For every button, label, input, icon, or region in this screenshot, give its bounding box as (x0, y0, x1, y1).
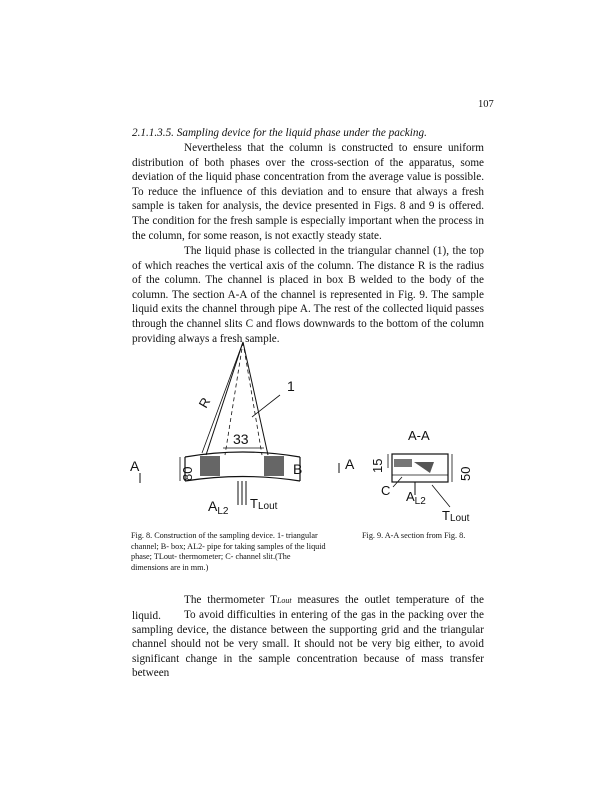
fig8-label-TLout: TLout (250, 496, 278, 512)
caption-fig-9: Fig. 9. A-A section from Fig. 8. (362, 531, 466, 540)
fig9-label-C: C (381, 483, 391, 498)
fig8-label-33: 33 (233, 431, 249, 447)
fig9-leader-TLout (432, 485, 450, 507)
fig8-box-arc-bottom (185, 477, 300, 482)
paragraph-3: The thermometer TLout measures the outlet temperature of the liquid. (132, 594, 484, 622)
fig9-label-50: 50 (458, 466, 473, 481)
section-heading: 2.1.1.3.5. Sampling device for the liquid phase under the packing. (132, 127, 427, 139)
fig9-label-TLout: TLout (442, 508, 470, 524)
fig8-label-A-right: A (345, 456, 355, 472)
paragraph-2: The liquid phase is collected in the triangular channel (1), the top of which reaches the vertical axis of the column. The distance R is the radius of the column. The channel is placed in box B welded to the body of the column. The section A-A of the channel is represented in Fig. 9. The sample liquid exits the channel through pipe A. The rest of the collected liquid passes through the channel slits C and flows downwards to the bottom of the column providing always a fresh sample. (132, 245, 484, 345)
fig8-label-AL2: $A_{L2}$ (208, 498, 229, 517)
fig9-label-AL2: $A_{L2}$ (406, 489, 426, 507)
figure-8-drawing (130, 335, 510, 525)
fig9-channel-top (394, 459, 412, 467)
fig9-title: A-A (408, 428, 430, 443)
fig8-hatch-right (264, 456, 284, 476)
fig8-label-R: R (195, 394, 214, 411)
fig8-hatch-left (200, 456, 220, 476)
fig8-leader-1 (252, 395, 280, 417)
fig8-label-1: 1 (287, 378, 295, 394)
fig9-section-box (392, 454, 448, 482)
caption-fig-8: Fig. 8. Construction of the sampling device. 1- triangular channel; B- box; AL2- pipe for taking samples of the liquid phase; TLout- thermometer; C- channel slit.(The dimensions are in mm.) (131, 531, 326, 572)
fig8-label-A-left: A (130, 458, 140, 474)
paragraph-4: To avoid difficulties in entering of the gas in the packing over the sampling device, the distance between the supporting grid and the triangular channel should not be very small. It should not be very big either, to avoid significant change in the sample concentration because of mass transfer between (132, 609, 484, 680)
page-number: 107 (478, 99, 494, 110)
fig8-label-B: B (293, 461, 303, 477)
figure-area (130, 335, 510, 525)
fig8-label-80: 80 (180, 466, 195, 481)
paragraph-1: Nevertheless that the column is constructed to ensure uniform distribution of both phases over the cross-section of the apparatus, some deviation of the liquid phase concentration from the average value is possible. To reduce the influence of this deviation and to ensure that always a fresh sample is taken for analysis, the device presented in Figs. 8 and 9 is offered. The condition for the fresh sample is especially important when the process in the column, for some reason, is not exactly steady state. (132, 142, 484, 242)
fig9-triangle (414, 462, 434, 473)
fig9-label-15: 15 (370, 458, 385, 473)
